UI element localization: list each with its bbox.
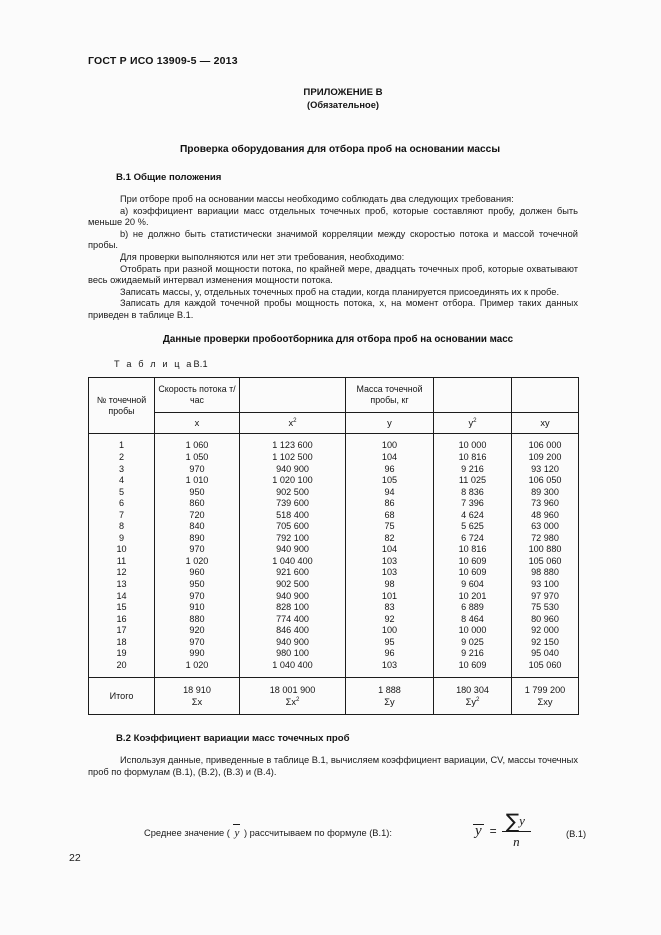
- total-y-sigma: Σy: [384, 697, 395, 708]
- cell-sample-number: 15: [89, 602, 155, 614]
- cell-sample-number: 16: [89, 614, 155, 626]
- cell-y2: 10 609: [434, 567, 512, 579]
- cell-x2: 828 100: [240, 602, 346, 614]
- cell-x: 1 050: [155, 452, 240, 464]
- th-sym-x2: [240, 413, 346, 434]
- table-row: [89, 602, 579, 614]
- section-heading-b2: B.2 Коэффициент вариации масс точечных проб: [116, 733, 350, 745]
- formula-numerator: [502, 808, 531, 833]
- cell-y: 100: [346, 434, 434, 452]
- cell-y2: 6 724: [434, 533, 512, 545]
- table-row: [89, 660, 579, 678]
- cell-sample-number: 10: [89, 544, 155, 556]
- cell-y: 68: [346, 510, 434, 522]
- formula-numerator-var: y: [519, 812, 525, 828]
- formula-sigma-icon: ∑: [505, 808, 520, 833]
- th-empty-xy: [512, 378, 579, 413]
- cell-sample-number: 5: [89, 487, 155, 499]
- cell-x2: 1 040 400: [240, 556, 346, 568]
- cell-y: 103: [346, 556, 434, 568]
- cell-xy: 106 050: [512, 475, 579, 487]
- cell-x: 970: [155, 544, 240, 556]
- th-sym-y2-exp: 2: [473, 417, 477, 425]
- table-total-row: [89, 678, 579, 715]
- cell-x: 1 020: [155, 660, 240, 678]
- cell-y2: 9 216: [434, 464, 512, 476]
- total-x-value: 18 910: [183, 684, 211, 695]
- cell-x2: 792 100: [240, 533, 346, 545]
- th-sym-y2: [434, 413, 512, 434]
- cell-xy: 72 980: [512, 533, 579, 545]
- cell-x2: 1 102 500: [240, 452, 346, 464]
- cell-x: 950: [155, 487, 240, 499]
- cell-y2: 5 625: [434, 521, 512, 533]
- cell-xy: 92 000: [512, 625, 579, 637]
- cell-sample-number: 1: [89, 434, 155, 452]
- cell-y2: 10 816: [434, 452, 512, 464]
- table-header-row-top: [89, 378, 579, 413]
- cell-sample-number: 8: [89, 521, 155, 533]
- total-x2-sigma-base: Σx: [285, 697, 296, 708]
- total-x: [155, 678, 240, 715]
- total-xy: [512, 678, 579, 715]
- cell-sample-number: 12: [89, 567, 155, 579]
- cell-xy: 93 120: [512, 464, 579, 476]
- th-sym-xy: xy: [512, 413, 579, 434]
- annex-main-title: Проверка оборудования для отбора проб на основании массы: [179, 143, 501, 155]
- paragraph-b2: Используя данные, приведенные в таблице B.1, вычисляем коэффициент вариации, CV, массы точечных проб по формулам (B.1), (B.2), (B.3) и (B.4).: [88, 755, 578, 777]
- cell-x: 990: [155, 648, 240, 660]
- total-y2-sigma: [434, 696, 511, 709]
- cell-x2: 739 600: [240, 498, 346, 510]
- cell-y: 104: [346, 452, 434, 464]
- cell-y2: 10 000: [434, 434, 512, 452]
- th-increment-mass: Масса точечной пробы, кг: [346, 378, 434, 413]
- annex-title: ПРИЛОЖЕНИЕ В: [303, 87, 383, 98]
- cell-y2: 8 836: [434, 487, 512, 499]
- th-sym-x2-exp: 2: [293, 417, 297, 425]
- formula-b1-row: [88, 801, 587, 849]
- table-row: [89, 475, 579, 487]
- cell-y: 83: [346, 602, 434, 614]
- cell-y: 100: [346, 625, 434, 637]
- cell-xy: 75 530: [512, 602, 579, 614]
- cell-x2: 940 900: [240, 637, 346, 649]
- cell-sample-number: 2: [89, 452, 155, 464]
- cell-x2: 902 500: [240, 487, 346, 499]
- th-sym-x2-base: x: [288, 418, 294, 429]
- th-sym-x: x: [155, 413, 240, 434]
- standard-header: ГОСТ Р ИСО 13909-5 — 2013: [88, 55, 238, 67]
- table-caption: [88, 359, 578, 369]
- total-x-sigma: Σx: [191, 697, 203, 708]
- table-row: [89, 510, 579, 522]
- cell-x: 970: [155, 591, 240, 603]
- cell-x2: 846 400: [240, 625, 346, 637]
- cell-y2: 7 396: [434, 498, 512, 510]
- total-label: Итого: [89, 678, 155, 715]
- cell-y: 103: [346, 567, 434, 579]
- total-xy-sigma: Σxy: [537, 697, 553, 708]
- cell-xy: 63 000: [512, 521, 579, 533]
- cell-xy: 92 150: [512, 637, 579, 649]
- cell-y2: 9 604: [434, 579, 512, 591]
- cell-y: 75: [346, 521, 434, 533]
- cell-y2: 10 816: [434, 544, 512, 556]
- page-content: [88, 55, 587, 849]
- cell-x2: 518 400: [240, 510, 346, 522]
- cell-x: 1 010: [155, 475, 240, 487]
- cell-x: 970: [155, 464, 240, 476]
- cell-y: 94: [346, 487, 434, 499]
- cell-x: 970: [155, 637, 240, 649]
- cell-sample-number: 7: [89, 510, 155, 522]
- th-sym-y: y: [346, 413, 434, 434]
- cell-x: 890: [155, 533, 240, 545]
- cell-y: 82: [346, 533, 434, 545]
- table-row: [89, 637, 579, 649]
- cell-sample-number: 6: [89, 498, 155, 510]
- table-row: [89, 434, 579, 452]
- formula-denominator: n: [513, 833, 520, 849]
- cell-x2: 1 040 400: [240, 660, 346, 678]
- total-y2-sigma-base: Σy: [465, 697, 476, 708]
- cell-sample-number: 13: [89, 579, 155, 591]
- th-flow-rate: Скорость потока т/час: [155, 378, 240, 413]
- cell-x: 840: [155, 521, 240, 533]
- cell-x: 880: [155, 614, 240, 626]
- cell-sample-number: 17: [89, 625, 155, 637]
- cell-x: 720: [155, 510, 240, 522]
- cell-xy: 73 960: [512, 498, 579, 510]
- table-row: [89, 625, 579, 637]
- table-row: [89, 579, 579, 591]
- cell-x2: 1 123 600: [240, 434, 346, 452]
- cell-sample-number: 3: [89, 464, 155, 476]
- cell-xy: 100 880: [512, 544, 579, 556]
- paragraph-b1-2: b) не должно быть статистически значимой корреляции между скоростью потока и массой точечной пробы.: [88, 228, 578, 251]
- page-number: 22: [69, 852, 81, 864]
- table-row: [89, 591, 579, 603]
- table-row: [89, 614, 579, 626]
- paragraph-b1-1: a) коэффициент вариации масс отдельных точечных проб, которые составляют пробу, должен быть меньше 20 %.: [88, 205, 578, 228]
- cell-y2: 8 464: [434, 614, 512, 626]
- formula-number: (B.1): [566, 828, 587, 839]
- cell-x2: 921 600: [240, 567, 346, 579]
- table-row: [89, 533, 579, 545]
- total-y: [346, 678, 434, 715]
- cell-x2: 774 400: [240, 614, 346, 626]
- cell-xy: 105 060: [512, 660, 579, 678]
- cell-y2: 10 201: [434, 591, 512, 603]
- cell-sample-number: 19: [89, 648, 155, 660]
- cell-xy: 80 960: [512, 614, 579, 626]
- cell-x2: 902 500: [240, 579, 346, 591]
- total-y2-value: 180 304: [456, 684, 489, 695]
- cell-y2: 9 025: [434, 637, 512, 649]
- cell-x2: 705 600: [240, 521, 346, 533]
- cell-x: 920: [155, 625, 240, 637]
- cell-sample-number: 11: [89, 556, 155, 568]
- cell-y2: 6 889: [434, 602, 512, 614]
- cell-y: 105: [346, 475, 434, 487]
- cell-y: 104: [346, 544, 434, 556]
- cell-x2: 940 900: [240, 544, 346, 556]
- cell-x2: 940 900: [240, 464, 346, 476]
- cell-y2: 9 216: [434, 648, 512, 660]
- th-sym-y2-base: y: [468, 418, 474, 429]
- cell-y2: 10 609: [434, 660, 512, 678]
- cell-y: 98: [346, 579, 434, 591]
- section-heading-b1: B.1 Общие положения: [116, 171, 222, 183]
- paragraph-b1-3: Для проверки выполняются или нет эти требования, необходимо:: [120, 251, 405, 262]
- total-y-value: 1 888: [378, 684, 401, 695]
- formula-b1-expression: [472, 808, 531, 850]
- paragraph-b1-0: При отборе проб на основании массы необходимо соблюдать два следующих требования:: [120, 193, 514, 204]
- paragraph-b1-5: Записать массы, y, отдельных точечных проб на стадии, когда планируется присоединять их к пробе.: [120, 286, 560, 297]
- total-x2-sigma: [240, 696, 345, 709]
- cell-xy: 95 040: [512, 648, 579, 660]
- cell-x: 860: [155, 498, 240, 510]
- total-x2-value: 18 001 900: [269, 684, 316, 695]
- cell-x: 910: [155, 602, 240, 614]
- cell-y2: 10 609: [434, 556, 512, 568]
- cell-y: 103: [346, 660, 434, 678]
- cell-y2: 4 624: [434, 510, 512, 522]
- formula-lead-before: Среднее значение (: [144, 827, 233, 838]
- annex-subtitle: (Обязательное): [307, 99, 379, 110]
- cell-xy: 106 000: [512, 434, 579, 452]
- cell-x2: 940 900: [240, 591, 346, 603]
- total-xy-value: 1 799 200: [524, 684, 566, 695]
- table-row: [89, 648, 579, 660]
- th-sample-number: № точечной пробы: [89, 378, 155, 434]
- cell-xy: 48 960: [512, 510, 579, 522]
- cell-sample-number: 20: [89, 660, 155, 678]
- cell-y: 95: [346, 637, 434, 649]
- table-row: [89, 452, 579, 464]
- cell-y2: 10 000: [434, 625, 512, 637]
- cell-y: 96: [346, 464, 434, 476]
- cell-x2: 980 100: [240, 648, 346, 660]
- cell-sample-number: 14: [89, 591, 155, 603]
- cell-xy: 93 100: [512, 579, 579, 591]
- table-row: [89, 464, 579, 476]
- table-header-row-bottom: [89, 413, 579, 434]
- table-row: [89, 521, 579, 533]
- table-row: [89, 487, 579, 499]
- cell-x: 960: [155, 567, 240, 579]
- table-row: [89, 567, 579, 579]
- formula-lhs-ybar: y: [472, 823, 485, 840]
- cell-x2: 1 020 100: [240, 475, 346, 487]
- cell-xy: 89 300: [512, 487, 579, 499]
- formula-equals-sign: =: [489, 824, 497, 839]
- th-empty-x2: [240, 378, 346, 413]
- paragraph-b1-6: Записать для каждой точечной пробы мощность потока, x, на момент отбора. Пример таких данных приведен в таблице B.1.: [88, 298, 578, 320]
- table-body: [89, 434, 579, 678]
- table-caption-number: B.1: [193, 359, 208, 370]
- total-y2-sigma-exp: 2: [475, 696, 480, 704]
- paragraph-b1-4: Отобрать при разной мощности потока, по крайней мере, двадцать точечных проб, которые охватывают весь ожидаемый интервал изменения мощности потока.: [88, 263, 578, 286]
- table-head: [89, 378, 579, 434]
- formula-lead-ybar: y: [234, 826, 240, 839]
- table-row: [89, 544, 579, 556]
- total-y2: [434, 678, 512, 715]
- table-row: [89, 556, 579, 568]
- table-foot: [89, 678, 579, 715]
- formula-fraction: [502, 808, 531, 850]
- sampler-check-table: [88, 377, 579, 715]
- table-data-title: Данные проверки пробоотборника для отбора проб на основании масс: [162, 334, 514, 346]
- cell-y: 96: [346, 648, 434, 660]
- cell-sample-number: 18: [89, 637, 155, 649]
- cell-xy: 98 880: [512, 567, 579, 579]
- cell-xy: 105 060: [512, 556, 579, 568]
- cell-xy: 109 200: [512, 452, 579, 464]
- total-x2: [240, 678, 346, 715]
- table-row: [89, 498, 579, 510]
- formula-lead-after: ) рассчитываем по формуле (B.1):: [241, 827, 392, 838]
- cell-sample-number: 4: [89, 475, 155, 487]
- cell-y2: 11 025: [434, 475, 512, 487]
- total-x2-sigma-exp: 2: [295, 696, 300, 704]
- cell-sample-number: 9: [89, 533, 155, 545]
- cell-xy: 97 970: [512, 591, 579, 603]
- cell-y: 86: [346, 498, 434, 510]
- table-caption-label: Т а б л и ц а: [114, 359, 194, 370]
- cell-x: 1 020: [155, 556, 240, 568]
- cell-x: 950: [155, 579, 240, 591]
- cell-y: 101: [346, 591, 434, 603]
- cell-x: 1 060: [155, 434, 240, 452]
- cell-y: 92: [346, 614, 434, 626]
- th-empty-y2: [434, 378, 512, 413]
- formula-lead-text: [144, 827, 392, 839]
